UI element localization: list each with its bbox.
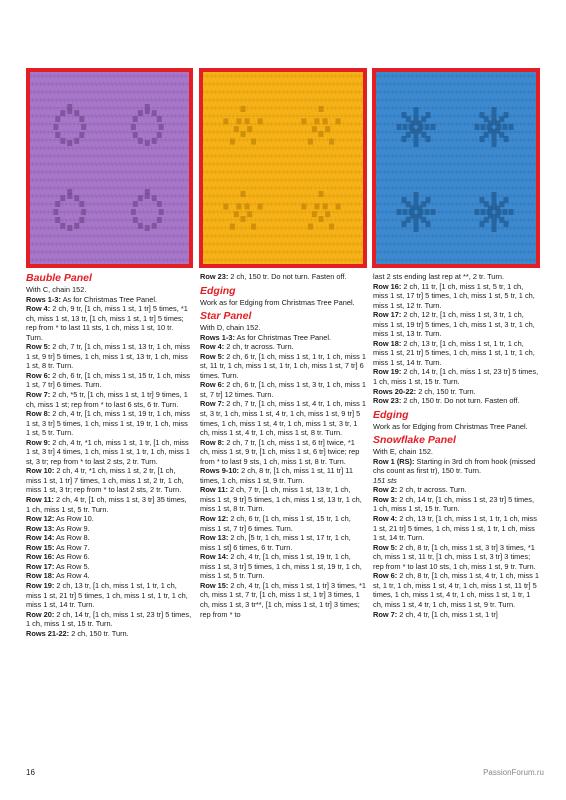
pattern-row (26, 552, 192, 562)
filet-hole (509, 124, 514, 130)
filet-hole (314, 118, 319, 124)
row-label: Row 23: (373, 396, 402, 406)
bauble-panel-swatch (26, 68, 193, 268)
filet-hole (258, 118, 263, 124)
section-heading: Star Panel (200, 310, 252, 323)
filet-hole (403, 209, 408, 215)
filet-hole (509, 209, 514, 215)
pattern-row (200, 380, 366, 399)
filet-hole (67, 189, 72, 195)
pattern-row (26, 438, 192, 467)
row-instruction: 2 ch, 7 tr, [1 ch, miss 1 st, 13 tr, 1 ch, miss 1 st, 9 tr] 5 times, 1 ch, miss 1 st, 13 tr, 1 ch, miss 1 st, 8 tr. Turn. (26, 342, 190, 371)
pattern-row (26, 543, 192, 553)
row-label: Rows 1-3: (200, 332, 235, 342)
filet-hole (79, 116, 84, 122)
row-instruction: 2 ch, 6 tr, [1 ch, miss 1 st, 15 tr, 1 ch, miss 1 st, 7 tr] 6 times. Turn. (200, 514, 351, 533)
pattern-row (26, 514, 192, 524)
pattern-row (26, 409, 192, 438)
pattern-row (26, 610, 192, 629)
pattern-row (200, 514, 366, 533)
filet-hole (425, 209, 430, 215)
pattern-row (200, 438, 366, 467)
row-label: Row 20: (26, 609, 55, 619)
filet-hole (157, 116, 162, 122)
row-instruction: Starting in 3rd ch from hook (missed chs count as first tr), 150 tr. Turn. (373, 456, 536, 476)
row-instruction: As for Christmas Tree Panel. (60, 294, 158, 304)
filet-hole (60, 110, 65, 116)
filet-hole (223, 203, 228, 209)
filet-hole (414, 135, 419, 141)
filet-hole (74, 195, 79, 201)
filet-hole (81, 209, 86, 215)
filet-hole (53, 209, 58, 215)
row-label: Row 16: (373, 281, 402, 291)
filet-hole (479, 136, 484, 142)
pattern-row (373, 310, 539, 339)
filet-hole (251, 139, 256, 145)
pattern-row (373, 339, 539, 368)
column-1 (26, 272, 192, 638)
pattern-row (200, 533, 366, 552)
filet-hole (426, 221, 431, 227)
row-label: Row 5: (373, 542, 398, 552)
row-label: Row 15: (26, 542, 55, 552)
row-instruction: 2 ch, tr across. Turn. (397, 485, 467, 495)
filet-hole (504, 221, 509, 227)
filet-hole (67, 225, 72, 231)
row-label: Row 7: (26, 390, 51, 400)
filet-hole (308, 139, 313, 145)
filet-hole (504, 112, 509, 118)
row-instruction: 2 ch, tr across. Turn. (224, 342, 294, 352)
filet-hole (319, 216, 324, 222)
filet-hole (414, 220, 419, 226)
paragraph: Work as for Edging from Christmas Tree Panel. (373, 421, 528, 431)
filet-hole (152, 223, 157, 229)
filet-hole (152, 110, 157, 116)
filet-hole (138, 195, 143, 201)
row-label: Row 8: (26, 409, 51, 419)
row-label: Row 17: (373, 310, 402, 320)
filet-hole (230, 139, 235, 145)
filet-hole (133, 116, 138, 122)
row-label: Row 1 (RS): (373, 456, 415, 466)
pattern-row (26, 524, 192, 534)
paragraph: With D, chain 152. (200, 323, 261, 333)
filet-hole (403, 124, 408, 130)
filet-hole (131, 124, 136, 130)
pattern-row (26, 495, 192, 514)
pattern-row (200, 581, 366, 619)
paragraph: With C, chain 152. (26, 285, 87, 294)
section-heading: Bauble Panel (26, 272, 92, 284)
filet-hole (55, 132, 60, 138)
pattern-row (26, 571, 192, 581)
filet-hole (301, 203, 306, 209)
filet-hole (431, 124, 436, 130)
row-label: Rows 9-10: (200, 466, 240, 476)
pattern-row (373, 485, 539, 495)
row-label: Row 6: (26, 370, 51, 380)
row-label: Rows 20-22: (373, 386, 417, 396)
filet-hole (323, 203, 328, 209)
filet-hole (414, 141, 419, 147)
row-label: Row 7: (200, 399, 225, 409)
filet-hole (475, 124, 480, 130)
pattern-row (26, 295, 192, 305)
filet-hole (414, 107, 419, 113)
row-instruction: As Row 5. (54, 561, 90, 571)
row-instruction: 2 ch, 8 tr, [1 ch, miss 1 st, 11 tr] 11 times, 1 ch, miss 1 st, 9 tr. Turn. (200, 466, 353, 485)
row-instruction: 2 ch, 12 tr, [1 ch, miss 1 st, 3 tr, 1 ch, miss 1 st, 19 tr] 5 times, 1 ch, miss 1 st, 3 tr, 1 ch, miss 1 st, 13 tr. Turn. (373, 310, 535, 339)
row-instruction: As Row 9. (54, 523, 90, 533)
row-instruction: 2 ch, 8 tr, [1 ch, miss 1 st, 4 tr, 1 ch, miss 1 st, 1 tr, 1 ch, miss 1 st, 4 tr, 1 ch, miss 1 st, 11 tr] 5 times, 1 ch, miss 1 st, 4 tr, 1 ch, miss 1 st, 1 tr, 1 ch, miss 1 st, 4 tr, 1 ch, miss 1 st, 9 tr. Turn. (373, 571, 539, 609)
row-label: Row 18: (26, 571, 55, 581)
row-instruction: 2 ch, 4 tr, [1 ch, miss 1 st, 1 tr] (397, 609, 498, 619)
paragraph: Work as for Edging from Christmas Tree Panel. (200, 297, 355, 307)
filet-hole (236, 203, 241, 209)
filet-hole (475, 209, 480, 215)
row-label: Row 5: (26, 342, 51, 352)
filet-hole (67, 140, 72, 146)
row-instruction: 2 ch, 7 tr, [1 ch, miss 1 st, 13 tr, 1 ch, miss 1 st, 9 tr] 5 times, 1 ch, miss 1 st, 13 tr, 1 ch, miss 1 st, 8 tr. Turn. (200, 485, 362, 514)
filet-hole (492, 113, 497, 119)
filet-hole (157, 201, 162, 207)
snowflake-pattern-svg (376, 72, 536, 264)
pattern-row (373, 367, 539, 386)
row-label: Row 7: (373, 609, 398, 619)
row-label: Row 15: (200, 580, 229, 590)
filet-hole (492, 220, 497, 226)
section-heading: Snowflake Panel (373, 434, 456, 447)
filet-hole (245, 203, 250, 209)
filet-hole (308, 224, 313, 230)
filet-hole (133, 217, 138, 223)
filet-hole (60, 195, 65, 201)
filet-hole (479, 221, 484, 227)
row-instruction: As Row 4. (54, 571, 90, 581)
filet-hole (79, 132, 84, 138)
pattern-row (26, 629, 192, 639)
row-label: Row 13: (26, 523, 55, 533)
row-label: Row 19: (26, 580, 55, 590)
filet-hole (425, 124, 430, 130)
row-instruction: 2 ch, 7 tr, [1 ch, miss 1 st, 6 tr] twice, *1 ch, miss 1 st, 9 tr, [1 ch, miss 1 st, 6 tr] twice; rep from * to last 9 sts, 1 ch, miss 1 st, 8 tr. Turn. (200, 437, 360, 466)
bauble-pattern-svg (30, 72, 189, 264)
row-label: Row 8: (200, 437, 225, 447)
row-label: Row 12: (200, 514, 229, 524)
pattern-row (373, 571, 539, 609)
filet-hole (401, 136, 406, 142)
row-instruction: As Row 10. (54, 514, 94, 524)
filet-hole (241, 216, 246, 222)
filet-hole (145, 189, 150, 195)
row-instruction: 2 ch, 14 tr, [1 ch, miss 1 st, 23 tr] 5 times, 1 ch, miss 1 st, 15 tr. Turn. (373, 494, 535, 514)
page-number: 16 (26, 768, 35, 777)
row-label: Row 2: (373, 485, 398, 495)
row-label: Row 11: (200, 485, 228, 495)
filet-hole (241, 191, 246, 197)
filet-hole (397, 124, 402, 130)
filet-hole (492, 192, 497, 198)
filet-hole (336, 203, 341, 209)
filet-hole (329, 224, 334, 230)
row-label: Row 17: (26, 561, 55, 571)
row-label: Row 19: (373, 367, 402, 377)
watermark: PassionForum.ru (483, 768, 544, 777)
filet-hole (492, 107, 497, 113)
pattern-row (26, 562, 192, 572)
pattern-row (200, 333, 366, 343)
pattern-row (373, 543, 539, 572)
filet-hole (55, 116, 60, 122)
filet-hole (504, 197, 509, 203)
row-label: Row 16: (26, 552, 55, 562)
row-instruction: 2 ch, [5 tr, 1 ch, miss 1 st, 17 tr, 1 ch, miss 1 st] 6 times, 6 tr. Turn. (200, 533, 351, 552)
row-instruction: 2 ch, 4 tr, [1 ch, miss 1 st, 3 tr] 35 times, 1 ch, miss 1 st, 5 tr. Turn. (26, 495, 187, 514)
filet-hole (329, 139, 334, 145)
filet-hole (145, 140, 150, 146)
filet-hole (138, 138, 143, 144)
filet-hole (145, 104, 150, 110)
filet-hole (431, 209, 436, 215)
row-label: Row 5: (200, 351, 225, 361)
row-label: Row 4: (373, 514, 398, 524)
pattern-row (26, 390, 192, 409)
row-label: Row 14: (200, 552, 229, 562)
filet-hole (74, 138, 79, 144)
filet-hole (492, 198, 497, 204)
pattern-row (200, 399, 366, 437)
filet-hole (319, 131, 324, 137)
filet-hole (401, 112, 406, 118)
row-instruction: 2 ch, 150 tr. Turn. (69, 628, 129, 638)
filet-hole (241, 131, 246, 137)
row-label: Row 6: (373, 571, 398, 581)
filet-hole (258, 203, 263, 209)
pattern-row (26, 581, 192, 610)
filet-hole (241, 106, 246, 112)
pattern-row (373, 514, 539, 543)
filet-hole (67, 104, 72, 110)
pattern-row (200, 485, 366, 514)
row-label: Row 3: (373, 494, 398, 504)
row-instruction: 2 ch, 14 tr, [1 ch, miss 1 st, 23 tr] 5 times, 1 ch, miss 1 st, 15 tr. Turn. (26, 609, 192, 629)
filet-hole (401, 221, 406, 227)
filet-hole (60, 138, 65, 144)
row-label: Row 4: (26, 304, 51, 314)
pattern-row (200, 552, 366, 581)
filet-hole (492, 141, 497, 147)
pattern-row (26, 342, 192, 371)
filet-hole (81, 124, 86, 130)
filet-hole (245, 118, 250, 124)
filet-hole (479, 197, 484, 203)
paragraph: last 2 sts ending last rep at **, 2 tr. Turn. (373, 272, 505, 281)
filet-hole (323, 118, 328, 124)
filet-hole (401, 197, 406, 203)
filet-hole (55, 201, 60, 207)
filet-hole (74, 223, 79, 229)
pattern-row (200, 272, 366, 282)
row-instruction: As Row 8. (54, 533, 90, 543)
filet-hole (131, 209, 136, 215)
filet-hole (492, 135, 497, 141)
row-label: Row 14: (26, 533, 55, 543)
row-label: Row 23: (200, 272, 229, 281)
row-label: Rows 1-3: (26, 294, 61, 304)
filet-hole (133, 201, 138, 207)
row-label: Row 12: (26, 514, 55, 524)
row-instruction: 2 ch, 150 tr. Turn. (416, 386, 476, 396)
filet-hole (479, 112, 484, 118)
row-instruction: 2 ch, 4 tr, *1 ch, miss 1 st, 2 tr, [1 ch, miss 1 st, 1 tr] 7 times, 1 ch, miss 1 st, 2 tr, 1 ch, miss 1 st, 3 tr; rep from * to last 2 sts, 2 tr. Turn. (26, 466, 184, 495)
row-label: Row 4: (200, 342, 225, 352)
filet-hole (336, 118, 341, 124)
row-label: Row 13: (200, 533, 229, 543)
pattern-row (26, 304, 192, 342)
filet-hole (159, 124, 164, 130)
filet-hole (481, 209, 486, 215)
row-instruction: 2 ch, 4 tr, *1 ch, miss 1 st, 1 tr, [1 ch, miss 1 st, 3 tr] 4 times, 1 ch, miss 1 st, 1 tr, 1 ch, miss 1 st, 3 tr; rep from * to last 2 sts, 2 tr. Turn. (26, 437, 190, 466)
pattern-row (373, 396, 539, 406)
filet-hole (312, 126, 317, 132)
row-instruction: 2 ch, 6 tr, [1 ch, miss 1 st, 1 tr, 1 ch, miss 1 st, 11 tr, 1 ch, miss 1 st, 1 tr, 1 ch, miss 1 st, 7 tr] 6 times. Turn. (200, 351, 366, 380)
filet-hole (301, 118, 306, 124)
pattern-row (26, 533, 192, 543)
pattern-row (373, 387, 539, 397)
filet-hole (60, 223, 65, 229)
column-3 (373, 272, 539, 619)
row-instruction: 2 ch, 4 tr, [1 ch, miss 1 st, 19 tr, 1 ch, miss 1 st, 3 tr] 5 times, 1 ch, miss 1 st, 19 tr, 1 ch, miss 1 st, 5 tr. Turn. (26, 409, 190, 438)
filet-hole (325, 211, 330, 217)
row-instruction: 2 ch, 4 tr, [1 ch, miss 1 st, 1 tr] 3 times, *1 ch, miss 1 st, 7 tr, [1 ch, miss 1 st, 1 tr] 3 times, 1 ch, miss 1 st, 3 tr**, [1 ch, miss 1 st, 1 tr] 3 times; rep from * to (200, 580, 366, 619)
filet-hole (236, 118, 241, 124)
filet-hole (157, 132, 162, 138)
filet-hole (152, 138, 157, 144)
filet-hole (314, 203, 319, 209)
filet-hole (504, 136, 509, 142)
filet-hole (426, 136, 431, 142)
filet-hole (234, 126, 239, 132)
filet-hole (159, 209, 164, 215)
pattern-row (26, 371, 192, 390)
filet-hole (325, 126, 330, 132)
pattern-row (200, 466, 366, 485)
row-label: Row 6: (200, 380, 225, 390)
row-label: Row 10: (26, 466, 55, 476)
filet-hole (55, 217, 60, 223)
filet-hole (414, 113, 419, 119)
row-instruction: As Row 6. (54, 552, 90, 562)
filet-hole (414, 226, 419, 232)
row-instruction: 2 ch, 7 tr, [1 ch, miss 1 st, 4 tr, 1 ch, miss 1 st, 3 tr, 1 ch, miss 1 st, 4 tr, 1 ch, miss 1 st, 9 tr] 5 times, 1 ch, miss 1 st, 4 tr, 1 ch, miss 1 st, 3 tr, 1 ch, miss 1 st, 4 tr, 1 ch, miss 1 st, 8 tr. Turn. (200, 399, 366, 438)
filet-hole (397, 209, 402, 215)
filet-hole (492, 226, 497, 232)
pattern-row (200, 352, 366, 381)
row-instruction: 2 ch, 9 tr, [1 ch, miss 1 st, 1 tr] 5 times, *1 ch, miss 1 st, 13 tr, [1 ch, miss 1 st, 1 tr] 5 times; rep from * to last 11 sts, 1 ch, miss 1 st, 10 tr. Turn. (26, 304, 188, 342)
row-instruction: 2 ch, *5 tr, [1 ch, miss 1 st, 1 tr] 9 times, 1 ch, miss 1 st; rep from * to last 6 sts, 6 tr. Turn. (26, 390, 188, 409)
row-instruction: 2 ch, 150 tr. Do not turn. Fasten off. (228, 272, 347, 281)
pattern-row (26, 466, 192, 495)
filet-hole (247, 211, 252, 217)
column-2 (200, 272, 366, 619)
row-label: Row 9: (26, 437, 51, 447)
filet-hole (234, 211, 239, 217)
filet-hole (426, 197, 431, 203)
row-instruction: 2 ch, 150 tr. Do not turn. Fasten off. (401, 396, 520, 406)
filet-hole (414, 198, 419, 204)
filet-hole (319, 106, 324, 112)
row-instruction: As for Christmas Tree Panel. (234, 332, 332, 342)
filet-hole (79, 201, 84, 207)
row-instruction: 2 ch, 8 tr, [1 ch, miss 1 st, 3 tr] 3 times, *1 ch, miss 1 st, 11 tr, [1 ch, miss 1 st, 3 tr] 3 times; rep from * to last 10 sts, 1 ch, miss 1 st, 9 tr. Turn. (373, 542, 536, 571)
row-instruction: 2 ch, 6 tr, [1 ch, miss 1 st, 15 tr, 1 ch, miss 1 st, 7 tr] 6 times. Turn. (26, 370, 190, 390)
filet-hole (319, 191, 324, 197)
pattern-row (373, 457, 539, 476)
filet-hole (223, 118, 228, 124)
stitch-count: 151 sts (373, 475, 397, 485)
row-label: Rows 21-22: (26, 628, 70, 638)
filet-hole (503, 124, 508, 130)
row-instruction: As Row 7. (54, 542, 90, 552)
pattern-row (373, 282, 539, 311)
row-label: Row 18: (373, 338, 402, 348)
filet-hole (152, 195, 157, 201)
filet-hole (145, 225, 150, 231)
row-instruction: 2 ch, 14 tr, [1 ch, miss 1 st, 23 tr] 5 times, 1 ch, miss 1 st, 15 tr. Turn. (373, 367, 539, 387)
filet-hole (312, 211, 317, 217)
filet-hole (230, 224, 235, 230)
filet-hole (247, 126, 252, 132)
row-instruction: 2 ch, 4 tr, [1 ch, miss 1 st, 19 tr, 1 ch, miss 1 st, 3 tr] 5 times, 1 ch, miss 1 st, 19 tr, 1 ch, miss 1 st, 5 tr. Turn. (200, 552, 362, 581)
filet-hole (481, 124, 486, 130)
filet-hole (53, 124, 58, 130)
row-instruction: 2 ch, 13 tr, [1 ch, miss 1 st, 1 tr, 1 ch, miss 1 st, 21 tr] 5 times, 1 ch, miss 1 st, 1 tr, 1 ch, miss 1 st, 14 tr. Turn. (373, 514, 537, 543)
pattern-row (200, 342, 366, 352)
filet-hole (138, 110, 143, 116)
filet-hole (414, 192, 419, 198)
section-heading: Edging (200, 284, 236, 297)
filet-hole (503, 209, 508, 215)
row-instruction: 2 ch, 11 tr, [1 ch, miss 1 st, 5 tr, 1 ch, miss 1 st, 17 tr] 5 times, 1 ch, miss 1 st, 5 tr, 1 ch, miss 1 st, 12 tr. Turn. (373, 281, 535, 310)
row-instruction: 2 ch, 13 tr, [1 ch, miss 1 st, 1 tr, 1 ch, miss 1 st, 21 tr] 5 times, 1 ch, miss 1 st, 1 tr, 1 ch, miss 1 st, 14 tr. Turn. (373, 338, 535, 367)
paragraph: With E, chain 152. (373, 447, 433, 457)
filet-hole (74, 110, 79, 116)
filet-hole (157, 217, 162, 223)
section-heading: Edging (373, 408, 409, 421)
star-panel-swatch (199, 68, 367, 268)
filet-hole (251, 224, 256, 230)
pattern-row (373, 495, 539, 514)
row-instruction: 2 ch, 13 tr, [1 ch, miss 1 st, 1 tr, 1 ch, miss 1 st, 21 tr] 5 times, 1 ch, miss 1 st, 1 tr, 1 ch, miss 1 st, 14 tr. Turn. (26, 580, 188, 610)
filet-hole (426, 112, 431, 118)
row-instruction: 2 ch, 6 tr, [1 ch, miss 1 st, 3 tr, 1 ch, miss 1 st, 7 tr] 12 times. Turn. (200, 380, 366, 399)
row-label: Row 11: (26, 495, 54, 505)
pattern-row (373, 610, 539, 620)
star-pattern-svg (203, 72, 363, 264)
snowflake-panel-swatch (372, 68, 540, 268)
filet-hole (138, 223, 143, 229)
filet-hole (79, 217, 84, 223)
filet-hole (133, 132, 138, 138)
